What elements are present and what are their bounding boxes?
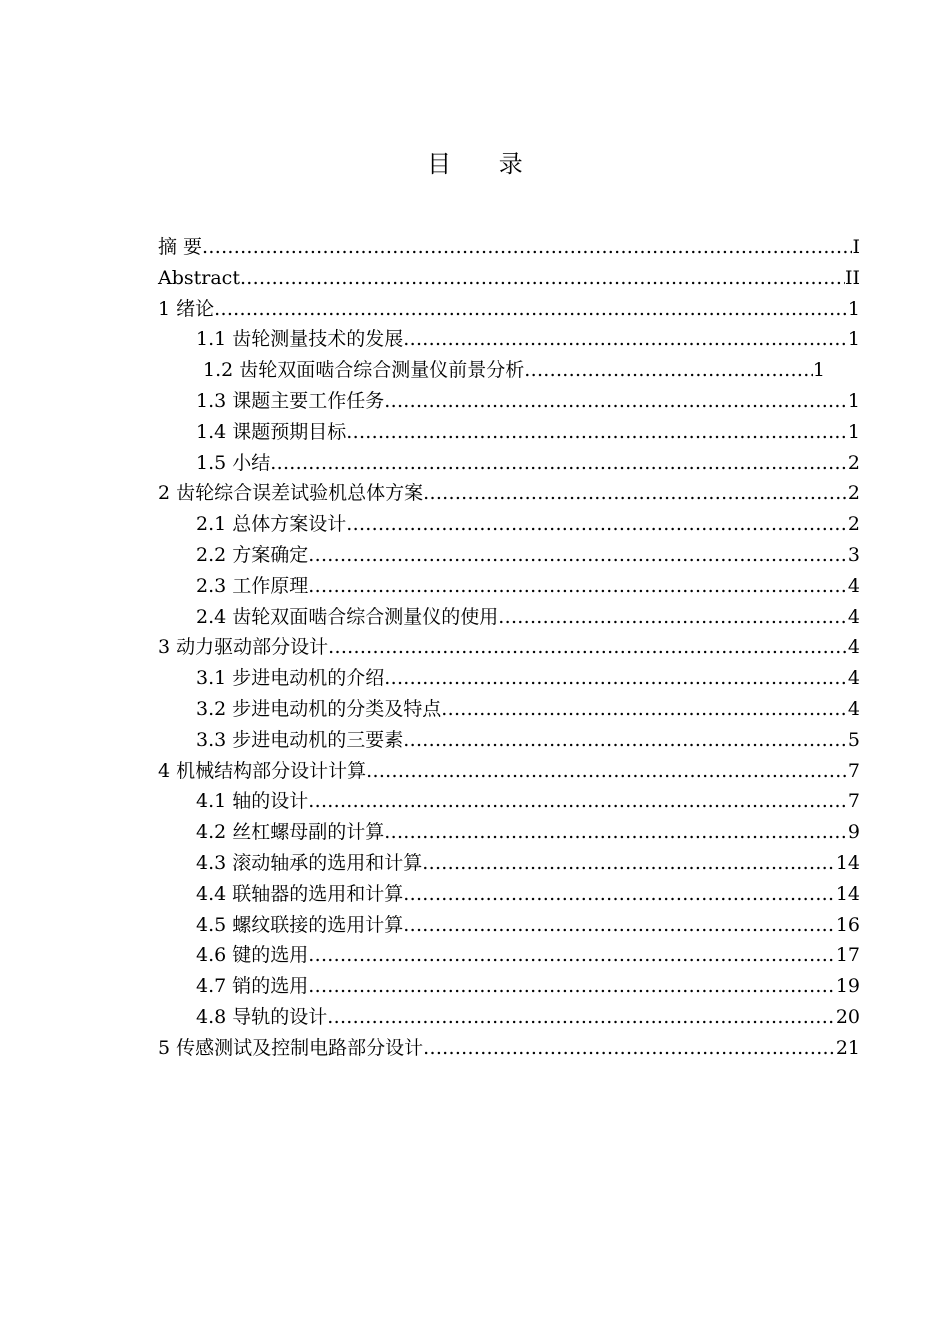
toc-entry-label: 2.1 总体方案设计 — [196, 513, 347, 536]
toc-leader-dots — [403, 324, 848, 355]
toc-entry[interactable] — [158, 817, 860, 848]
toc-entry[interactable] — [158, 786, 860, 817]
toc-entry-label: 4.7 销的选用 — [196, 975, 309, 998]
toc-entry-label: 4.2 丝杠螺母副的计算 — [196, 821, 385, 844]
toc-entry-label: 2.4 齿轮双面啮合综合测量仪的使用 — [196, 605, 499, 628]
toc-entry-label: 5 传感测试及控制电路部分设计 — [158, 1036, 424, 1059]
toc-entry-page: 5 — [847, 728, 860, 751]
toc-leader-dots — [384, 817, 848, 848]
toc-entry-label: 2.3 工作原理 — [196, 574, 309, 597]
toc-leader-dots — [498, 602, 848, 633]
toc-entry[interactable] — [158, 232, 860, 263]
toc-entry-page: 4 — [847, 667, 860, 690]
toc-entry[interactable] — [158, 910, 860, 941]
toc-entry-page: 1 — [847, 420, 860, 443]
toc-entry-label: 1 绪论 — [158, 297, 215, 320]
toc-entry-page: 16 — [835, 913, 860, 936]
toc-entry-label: 4.4 联轴器的选用和计算 — [196, 882, 404, 905]
toc-leader-dots — [422, 848, 836, 879]
toc-entry[interactable] — [158, 417, 860, 448]
toc-entry-page: 2 — [847, 482, 860, 505]
toc-entry-label: 4.5 螺纹联接的选用计算 — [196, 913, 404, 936]
toc-leader-dots — [270, 448, 848, 479]
page-title: 目 录 — [427, 150, 543, 178]
toc-leader-dots — [240, 263, 845, 294]
toc-leader-dots — [384, 663, 848, 694]
toc-entry-page: I — [852, 236, 860, 258]
toc-entry-label: 1.2 齿轮双面啮合综合测量仪前景分析 — [203, 359, 525, 382]
toc-entry-page: 2 — [847, 451, 860, 474]
toc-entry-page: 1 — [812, 359, 825, 382]
toc-entry[interactable] — [158, 879, 860, 910]
toc-entry[interactable] — [158, 663, 860, 694]
toc-entry-label: 3.1 步进电动机的介绍 — [196, 667, 385, 690]
toc-leader-dots — [214, 294, 848, 325]
toc-leader-dots — [403, 910, 836, 941]
toc-entry-label: 1.1 齿轮测量技术的发展 — [196, 328, 404, 351]
toc-leader-dots — [327, 1002, 836, 1033]
toc-entry-label: 3.3 步进电动机的三要素 — [196, 728, 404, 751]
toc-entry-label: 1.4 课题预期目标 — [196, 420, 347, 443]
toc-entry[interactable] — [158, 324, 860, 355]
toc-entry-page: 14 — [835, 851, 860, 874]
toc-entry-label: 2 齿轮综合误差试验机总体方案 — [158, 482, 424, 505]
toc-entry[interactable] — [158, 602, 860, 633]
toc-entry[interactable] — [158, 632, 860, 663]
toc-entry[interactable] — [158, 478, 860, 509]
toc-entry[interactable] — [158, 756, 860, 787]
toc-entry[interactable] — [158, 355, 825, 386]
toc-entry-page: 9 — [847, 821, 860, 844]
toc-entry-page: 1 — [847, 389, 860, 412]
toc-entry-page: 4 — [847, 636, 860, 659]
toc-entry[interactable] — [158, 694, 860, 725]
toc-entry-page: 4 — [847, 605, 860, 628]
toc-entry-page: 20 — [835, 1005, 860, 1028]
toc-leader-dots — [308, 786, 848, 817]
toc-entry-label: 摘 要 — [158, 236, 203, 258]
toc-entry-page: 3 — [847, 543, 860, 566]
toc-leader-dots — [308, 540, 848, 571]
toc-entry-page: II — [844, 266, 860, 289]
toc-entry-label: 1.3 课题主要工作任务 — [196, 389, 385, 412]
toc-entry[interactable] — [158, 1033, 860, 1064]
toc-entry-label: 3.2 步进电动机的分类及特点 — [196, 697, 442, 720]
toc-leader-dots — [202, 232, 852, 263]
toc-leader-dots — [308, 571, 848, 602]
toc-entry-page: 7 — [847, 790, 860, 813]
toc-leader-dots — [308, 971, 836, 1002]
toc-leader-dots — [328, 632, 848, 663]
toc-entry-page: 2 — [847, 513, 860, 536]
toc-entry-page: 1 — [847, 297, 860, 320]
toc-entry-label: 4.1 轴的设计 — [196, 790, 309, 813]
toc-leader-dots — [346, 417, 848, 448]
toc-entry-page: 17 — [835, 944, 860, 967]
toc-entry[interactable] — [158, 540, 860, 571]
toc-leader-dots — [403, 725, 848, 756]
toc-leader-dots — [403, 879, 836, 910]
toc-entry[interactable] — [158, 448, 860, 479]
toc-leader-dots — [366, 756, 848, 787]
toc-leader-dots — [423, 1033, 836, 1064]
toc-entry[interactable] — [158, 294, 860, 325]
toc-entry-page: 4 — [847, 697, 860, 720]
toc-entry[interactable] — [158, 971, 860, 1002]
toc-entry-page: 19 — [835, 975, 860, 998]
toc-leader-dots — [524, 355, 813, 386]
toc-entry-page: 1 — [847, 328, 860, 351]
toc-entry[interactable] — [158, 386, 860, 417]
toc-leader-dots — [384, 386, 848, 417]
toc-leader-dots — [423, 478, 848, 509]
toc-entry[interactable] — [158, 848, 860, 879]
toc-entry-label: 3 动力驱动部分设计 — [158, 636, 329, 659]
toc-leader-dots — [346, 509, 848, 540]
toc-entry[interactable] — [158, 940, 860, 971]
toc-entry-label: 2.2 方案确定 — [196, 543, 309, 566]
toc-entry[interactable] — [158, 509, 860, 540]
toc-leader-dots — [441, 694, 848, 725]
toc-entry-page: 14 — [835, 882, 860, 905]
toc-entry-label: 1.5 小结 — [196, 451, 271, 474]
toc-entry-label: Abstract — [158, 266, 240, 289]
toc-entry[interactable] — [158, 263, 860, 294]
toc-entry-page: 7 — [847, 759, 860, 782]
toc-entry[interactable] — [158, 571, 860, 602]
toc-entry[interactable] — [158, 725, 860, 756]
toc-entry-label: 4.6 键的选用 — [196, 944, 309, 967]
toc-entry-label: 4.8 导轨的设计 — [196, 1005, 328, 1028]
toc-entry-page: 21 — [835, 1036, 860, 1059]
table-of-contents — [158, 232, 860, 1064]
toc-entry[interactable] — [158, 1002, 860, 1033]
toc-entry-label: 4.3 滚动轴承的选用和计算 — [196, 851, 423, 874]
toc-entry-page: 4 — [847, 574, 860, 597]
toc-leader-dots — [308, 940, 836, 971]
toc-entry-label: 4 机械结构部分设计计算 — [158, 759, 367, 782]
